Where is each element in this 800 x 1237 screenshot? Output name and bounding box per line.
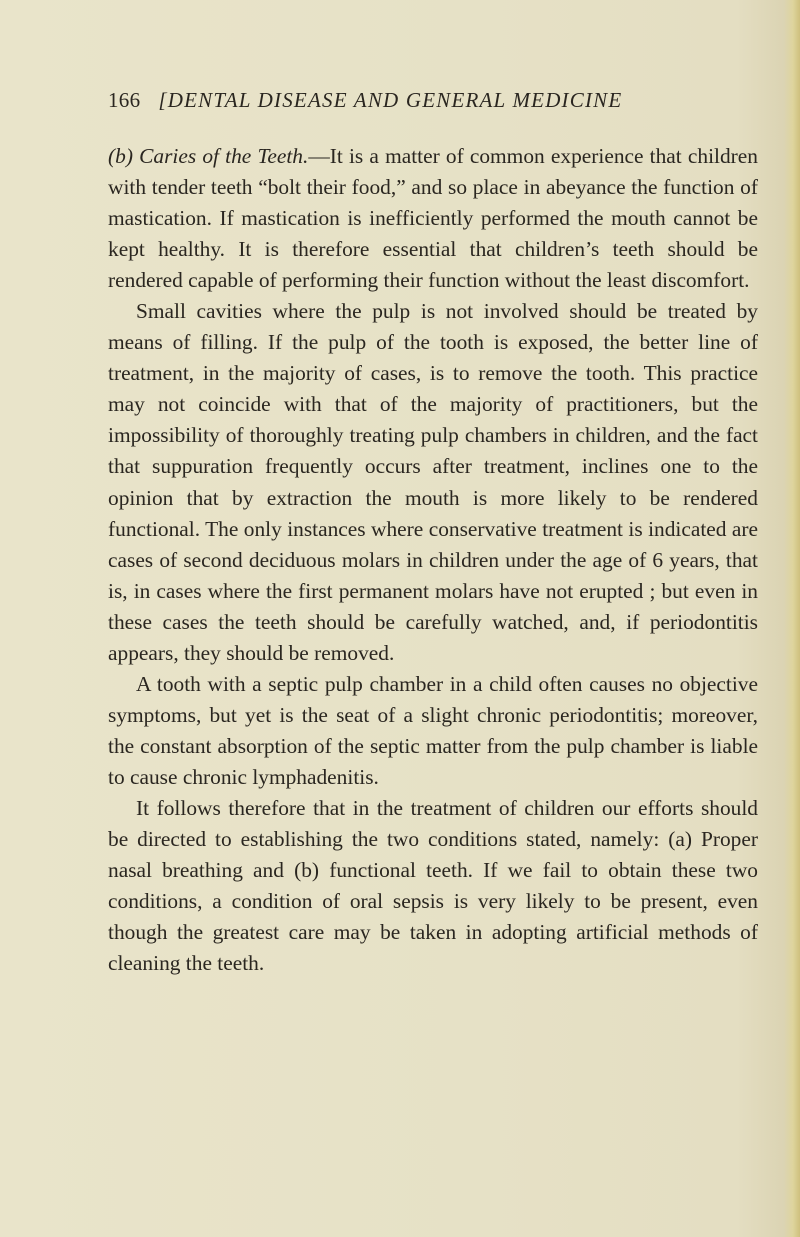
- running-head-title: [DENTAL DISEASE AND GENERAL MEDICINE: [158, 88, 623, 112]
- section-heading: Caries of the Teeth.: [139, 144, 309, 168]
- page-edge-shading: [784, 0, 800, 1237]
- section-marker: (b): [108, 144, 133, 168]
- paragraph-text: It is a matter of common experience that children with tender teeth “bolt their food,” and so place in abeyance the function of mastication. If mastication is inefficiently performed the mouth cannot be kept healthy. It is therefore essential that children’s teeth should be rendered capable of performing their function without the least discomfort.: [108, 144, 758, 293]
- body-text: [108, 141, 758, 979]
- paragraph-septic-pulp: A tooth with a septic pulp chamber in a child often causes no objective symptoms, but yet is the seat of a slight chronic periodontitis; moreover, the constant absorption of the septic matter from the pulp chamber is liable to cause chronic lymphadenitis.: [108, 671, 758, 789]
- running-head: [108, 88, 768, 118]
- page-number: 166: [108, 88, 141, 112]
- paragraph-caries-of-teeth: [108, 141, 758, 296]
- heading-dash: —: [308, 144, 330, 168]
- paragraph-small-cavities: Small cavities where the pulp is not involved should be treated by means of filling. If the pulp of the tooth is exposed, the better line of treatment, in the majority of cases, is to remove the tooth. This practice may not coincide with that of the majority of practitioners, but the impossibility of thoroughly treating pulp chambers in children, and the fact that suppuration frequently occurs after treatment, inclines one to the opinion that by extraction the mouth is more likely to be rendered functional. The only instances where conservative treatment is indicated are cases of second deciduous molars in children under the age of 6 years, that is, in cases where the first permanent molars have not erupted ; but even in these cases the teeth should be carefully watched, and, if periodontitis appears, they should be removed.: [108, 299, 758, 665]
- paragraph-conclusion: It follows therefore that in the treatment of children our efforts should be directed to establishing the two conditions stated, namely: (a) Proper nasal breathing and (b) functional teeth. If we fail to obtain these two conditions, a condition of oral sepsis is very likely to be present, even though the greatest care may be taken in adopting artificial methods of cleaning the teeth.: [108, 795, 758, 976]
